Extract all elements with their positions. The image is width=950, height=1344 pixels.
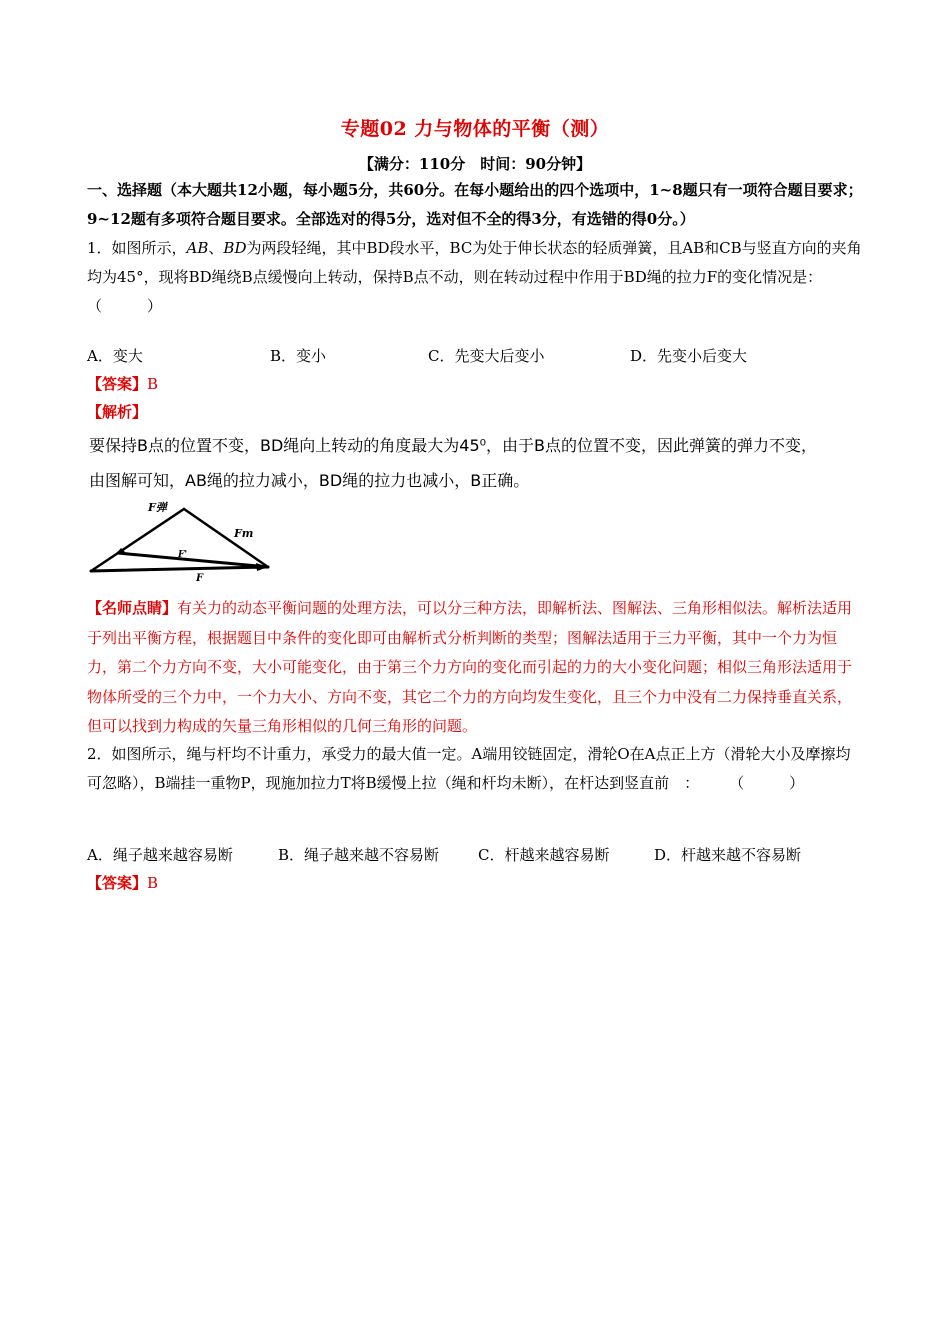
question-1-stem: [87, 234, 865, 321]
q1-tip-text: 有关力的动态平衡问题的处理方法，可以分三种方法，即解析法、图解法、三角形相似法。解析法适用于列出平衡方程，根据题目中条件的变化即可由解析式分析判断的类型；图解法适用于三力平衡，其中一个力为恒力，第二个力方向不变，大小可能变化，由于第三个力方向的变化而引起的力的大小变化问题；相似三角形法适用于物体所受的三个力中，一个力大小、方向不变，其它二个力的方向均发生变化，且三个力中没有二力保持垂直关系，但可以找到力构成的矢量三角形相似的几何三角形的问题。: [87, 599, 853, 735]
figure-label-f: F: [196, 573, 204, 583]
q2-answer: [87, 872, 158, 893]
page-title: 专题02 力与物体的平衡（测）: [340, 118, 610, 140]
q1-answer: [87, 373, 158, 394]
q2-option-b: B．绳子越来越不容易断: [278, 846, 440, 864]
q1-option-d: D．先变小后变大: [630, 347, 748, 365]
q2-answer-label: 【答案】: [87, 874, 148, 892]
q1-teacher-tip: [87, 594, 865, 742]
question-1-stem-bd: BD: [223, 239, 247, 257]
q2-option-d: D．杆越来越不容易断: [654, 846, 802, 864]
q1-analysis-line-2: 由图解可知，AB绳的拉力减小，BD绳的拉力也减小，B正确。: [89, 471, 530, 490]
force-triangle-figure: [88, 497, 278, 583]
question-1-stem-sep: 、: [208, 239, 224, 257]
q1-tip-label: 【名师点睛】: [87, 599, 178, 617]
q1-answer-label: 【答案】: [87, 375, 148, 393]
q1-analysis-line-1: 要保持B点的位置不变，BD绳向上转动的角度最大为45⁰，由于B点的位置不变，因此弹簧的弹力不变，: [89, 436, 818, 455]
q2-answer-value: B: [147, 874, 159, 892]
q1-option-b: B．变小: [270, 347, 327, 365]
figure-label-f-spring: F弹: [148, 501, 167, 514]
figure-label-fm: Fm: [234, 527, 254, 540]
question-1-stem-rest: 为两段轻绳，其中BD段水平，BC为处于伸长状态的轻质弹簧，且AB和CB与竖直方向的夹角均为45°，现将BD绳绕B点缓慢向上转动，保持B点不动，则在转动过程中作用于BD绳的拉力F的变化情况是： （ ）: [87, 239, 862, 315]
q2-option-a: A．绳子越来越容易断: [87, 846, 233, 864]
question-2-options: [87, 844, 887, 868]
section-heading: 一、选择题（本大题共12小题，每小题5分，共60分。在每小题给出的四个选项中，1~8题只有一项符合题目要求； 9~12题有多项符合题目要求。全部选对的得5分，选对但不全的得3分，有选错的得0分。）: [87, 181, 871, 228]
exam-info: 【满分：110分 时间：90分钟】: [358, 155, 592, 173]
question-1-stem-prefix: 1．如图所示，: [87, 239, 187, 257]
figure-label-f-prime: F': [178, 550, 188, 560]
q1-option-a: A．变大: [87, 347, 143, 365]
question-2-stem: 2．如图所示，绳与杆均不计重力，承受力的最大值一定。A端用铰链固定，滑轮O在A点正上方（滑轮大小及摩擦均可忽略），B端挂一重物P，现施加拉力T将B缓慢上拉（绳和杆均未断），在杆达到竖直前 ： （ ）: [87, 745, 851, 792]
q2-option-c: C．杆越来越容易断: [478, 846, 610, 864]
q1-analysis-label: 【解析】: [87, 403, 148, 421]
question-1-options: [87, 345, 887, 369]
question-1-stem-ab: AB: [186, 239, 209, 257]
q1-option-c: C．先变大后变小: [428, 347, 545, 365]
q1-answer-value: B: [147, 375, 159, 393]
